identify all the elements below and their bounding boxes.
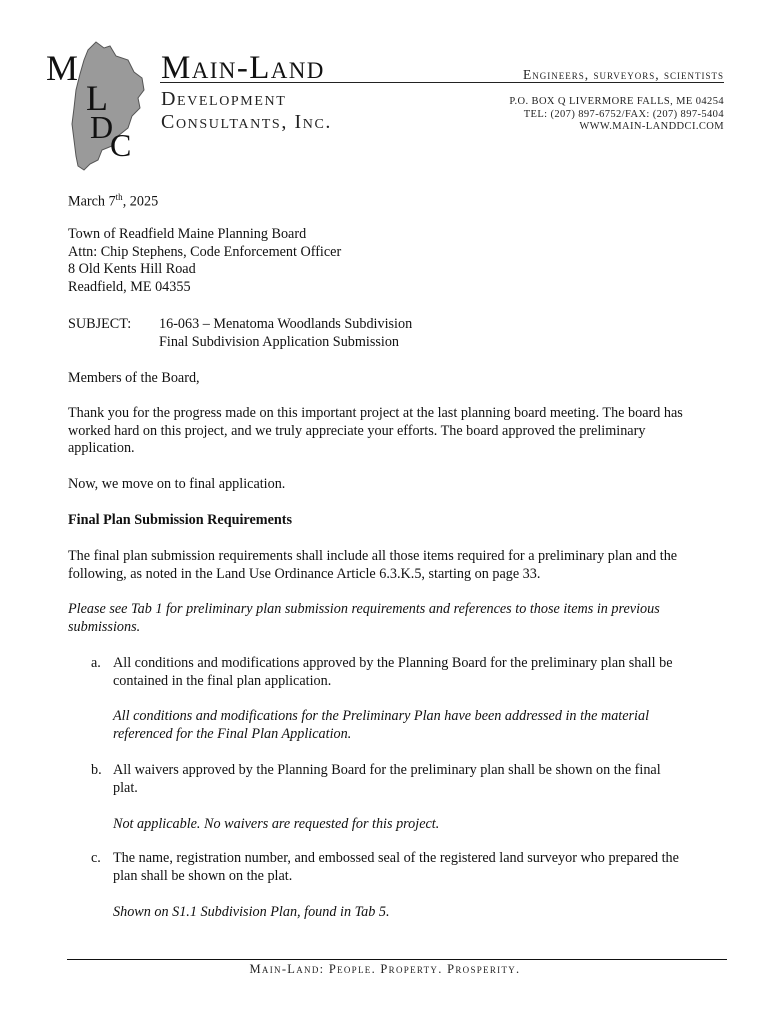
item-line: The name, registration number, and embossed seal of the registered land surveyor who prepared the (113, 850, 679, 866)
response-line: Shown on S1.1 Subdivision Plan, found in Tab 5. (113, 904, 390, 920)
item-b-requirement (113, 762, 733, 797)
paragraph-line: application. (68, 440, 135, 457)
requirements-paragraph (68, 548, 728, 583)
contact-phone: TEL: (207) 897-6752/FAX: (207) 897-5404 (523, 108, 724, 120)
subject-line: 16-063 – Menatoma Woodlands Subdivision (159, 316, 413, 332)
transition-paragraph: Now, we move on to final application. (68, 476, 286, 492)
item-a-response (113, 708, 733, 743)
note-line: submissions. (68, 618, 141, 635)
item-b-response (113, 816, 733, 834)
section-heading: Final Plan Submission Requirements (68, 512, 293, 528)
item-marker-a: a. (91, 655, 101, 671)
logo-letter-l: L (86, 78, 108, 118)
paragraph-line: The final plan submission requirements shall include all those items required for a preliminary plan and the (68, 548, 678, 564)
item-line: All waivers approved by the Planning Board for the preliminary plan shall be shown on the final (113, 762, 661, 778)
contact-website[interactable]: WWW.MAIN-LANDDCI.COM (579, 121, 724, 132)
subject-line: Final Subdivision Application Submission (159, 333, 400, 350)
contact-address: P.O. BOX Q LIVERMORE FALLS, ME 04254 (509, 96, 724, 107)
contact-block (509, 96, 724, 134)
recipient-address (68, 226, 341, 296)
response-line: Not applicable. No waivers are requested for this project. (113, 816, 440, 832)
note-line: Please see Tab 1 for preliminary plan submission requirements and references to those items in previous (68, 601, 660, 617)
recipient-line: Town of Readfield Maine Planning Board (68, 226, 307, 242)
company-name: Main-Land (161, 50, 325, 86)
company-subtitle-line2: Consultants, Inc. (161, 111, 333, 133)
paragraph-line: Thank you for the progress made on this important project at the last planning board meeting. The board has (68, 405, 683, 421)
footer-divider (67, 959, 727, 960)
recipient-line: Attn: Chip Stephens, Code Enforcement Officer (68, 243, 342, 260)
subject-label: SUBJECT: (68, 316, 132, 332)
response-line: referenced for the Final Plan Application. (113, 725, 352, 742)
paragraph-line: worked hard on this project, and we truly appreciate your efforts. The board approved the preliminary (68, 422, 646, 439)
footer-slogan: Main-Land: People. Property. Prosperity. (249, 962, 521, 976)
item-line: plat. (113, 779, 138, 796)
company-tagline: Engineers, surveyors, scientists (522, 67, 724, 82)
date-year: , 2025 (122, 193, 159, 210)
recipient-line: 8 Old Kents Hill Road (68, 261, 196, 278)
item-c-requirement (113, 850, 733, 885)
item-line: All conditions and modifications approved by the Planning Board for the preliminary plan shall be (113, 655, 673, 671)
logo-letter-m: M (46, 48, 79, 88)
maine-map-shape (72, 42, 144, 170)
logo-letter-d: D (90, 109, 114, 145)
item-c-response (113, 904, 733, 922)
date-ordinal-suffix: th (115, 192, 123, 202)
company-logo (44, 38, 152, 178)
response-line: All conditions and modifications for the Preliminary Plan have been addressed in the material (113, 708, 650, 724)
item-marker-c: c. (91, 850, 101, 866)
item-line: contained in the final plan application. (113, 672, 332, 689)
company-subtitle-line1: Development (161, 88, 287, 110)
date-month-day: March 7 (68, 193, 116, 210)
salutation: Members of the Board, (68, 370, 200, 386)
letter-date (68, 189, 158, 211)
paragraph-line: following, as noted in the Land Use Ordinance Article 6.3.K.5, starting on page 33. (68, 565, 541, 582)
intro-paragraph (68, 405, 728, 458)
item-line: plan shall be shown on the plat. (113, 867, 293, 884)
recipient-line: Readfield, ME 04355 (68, 278, 191, 295)
item-marker-b: b. (91, 762, 102, 778)
item-a-requirement (113, 655, 733, 690)
subject-text (159, 316, 412, 351)
tab-reference-note (68, 601, 728, 636)
logo-letter-c: C (110, 127, 132, 163)
